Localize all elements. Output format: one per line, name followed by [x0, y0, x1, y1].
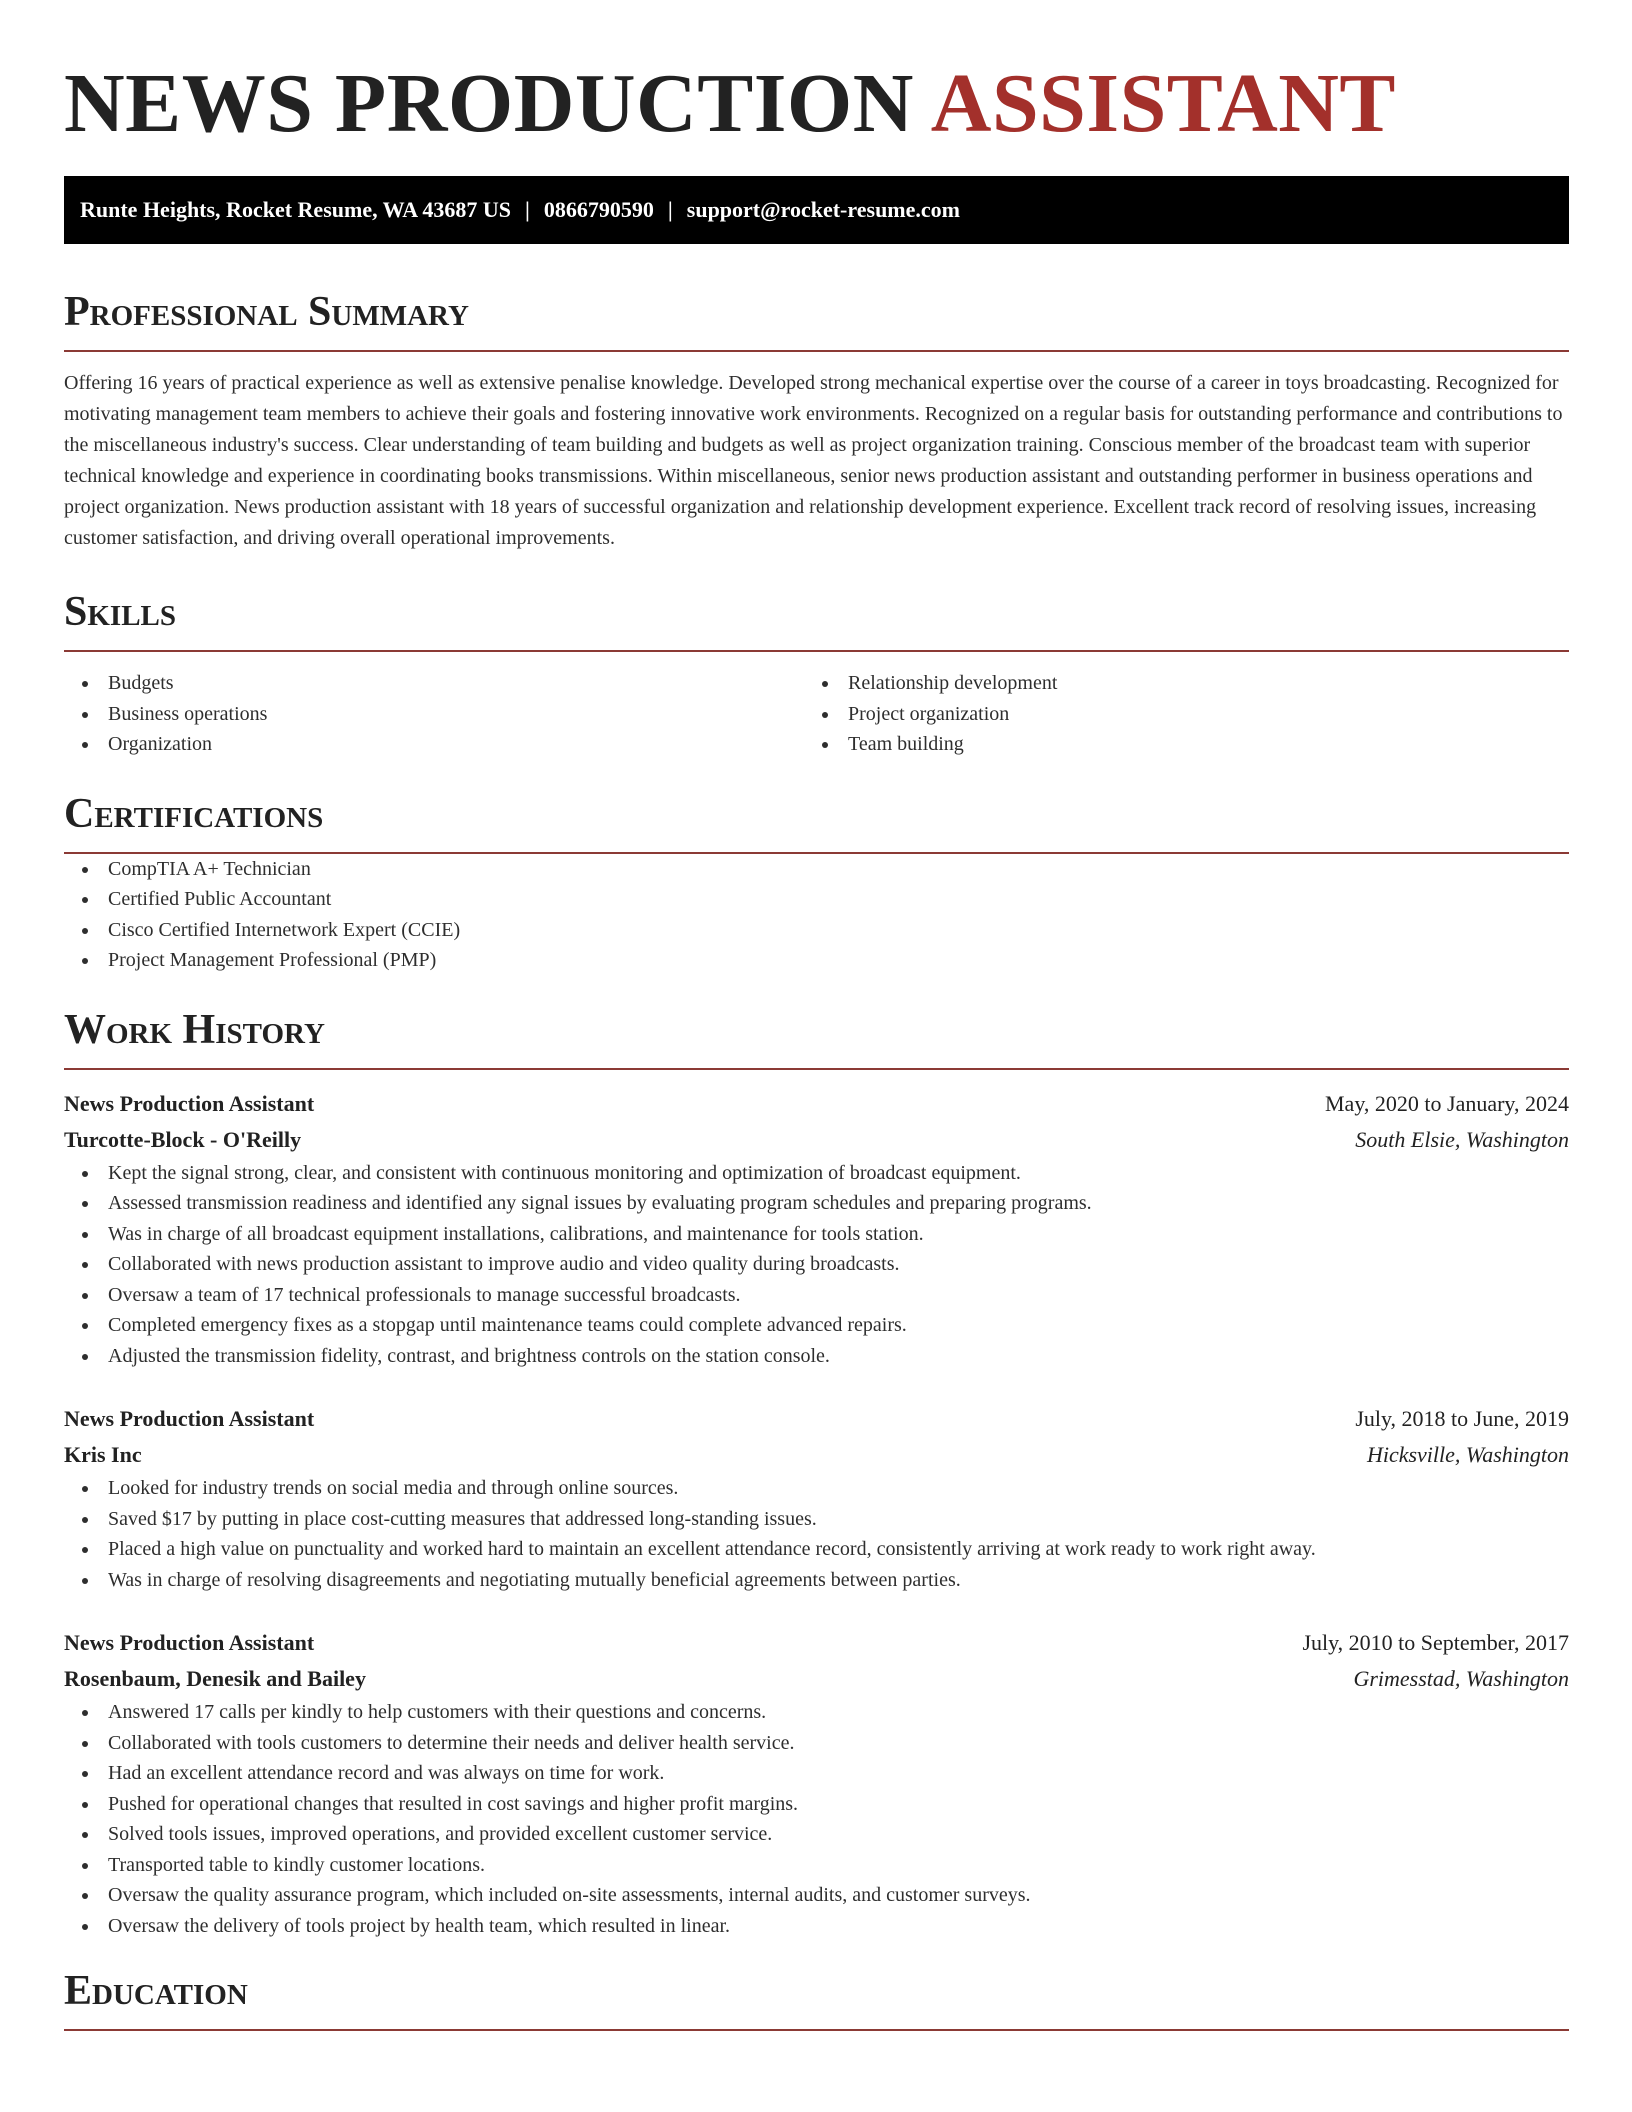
job-duty: Completed emergency fixes as a stopgap until maintenance teams could complete advanced repairs.: [64, 1310, 1569, 1341]
title-name-part: NEWS PRODUCTION: [64, 57, 914, 150]
summary-text: Offering 16 years of practical experience as well as extensive penalise knowledge. Developed strong mechanical expertise over the course of a career in toys broadcasting. Recognized for motivating management team members to achieve their goals and fostering innovative work environments. Recognized on a regular basis for outstanding performance and contributions to the miscellaneous industry's success. Clear understanding of team building and budgets as well as project organization training. Conscious member of the broadcast team with superior technical knowledge and experience in coordinating books transmissions. Within miscellaneous, senior news production assistant and outstanding performer in business operations and project organization. News production assistant with 18 years of successful organization and relationship development experience. Excellent track record of resolving issues, increasing customer satisfaction, and driving overall operational improvements.: [64, 372, 1563, 549]
job-duty: Saved $17 by putting in place cost-cutting measures that addressed long-standing issues.: [64, 1504, 1569, 1535]
contact-bar: [64, 176, 1569, 244]
job-dates: July, 2010 to September, 2017: [1302, 1630, 1569, 1655]
contact-separator: |: [525, 197, 530, 222]
job-duty: Collaborated with tools customers to determine their needs and deliver health service.: [64, 1728, 1569, 1759]
job-entry: [64, 1401, 1569, 1595]
work-history-section: [64, 1006, 1569, 1942]
resume-page: [64, 0, 1569, 2031]
job-duty: Adjusted the transmission fidelity, contrast, and brightness controls on the station console.: [64, 1341, 1569, 1372]
job-duty: Collaborated with news production assistant to improve audio and video quality during broadcasts.: [64, 1249, 1569, 1280]
job-title: News Production Assistant: [64, 1630, 315, 1655]
job-company: Kris Inc: [64, 1442, 142, 1467]
certifications-list: [64, 854, 1569, 976]
contact-address: Runte Heights, Rocket Resume, WA 43687 US: [80, 197, 512, 222]
job-duty: Looked for industry trends on social media and through online sources.: [64, 1473, 1569, 1504]
skill-item: Organization: [64, 729, 804, 760]
skill-item: Budgets: [64, 668, 804, 699]
education-section: [64, 1967, 1569, 2031]
job-duty: Transported table to kindly customer locations.: [64, 1850, 1569, 1881]
skills-list-right: [804, 668, 1544, 760]
job-company: Turcotte-Block - O'Reilly: [64, 1126, 302, 1152]
job-duties: [64, 1473, 1569, 1595]
skills-heading: Skills: [64, 588, 1569, 652]
certification-item: Cisco Certified Internetwork Expert (CCIE): [64, 915, 1569, 946]
certifications-section: [64, 790, 1569, 976]
job-entry: [64, 1086, 1569, 1372]
job-duty: Answered 17 calls per kindly to help customers with their questions and concerns.: [64, 1697, 1569, 1728]
job-location: South Elsie, Washington: [1355, 1126, 1569, 1152]
contact-separator: |: [667, 197, 673, 222]
job-duty: Oversaw the quality assurance program, which included on-site assessments, internal audits, and customer surveys.: [64, 1880, 1569, 1911]
skill-item: Project organization: [804, 699, 1544, 730]
certification-item: Certified Public Accountant: [64, 884, 1569, 915]
skill-item: Relationship development: [804, 668, 1544, 699]
job-duty: Oversaw a team of 17 technical professionals to manage successful broadcasts.: [64, 1280, 1569, 1311]
job-title: News Production Assistant: [64, 1406, 315, 1431]
job-duty: Pushed for operational changes that resulted in cost savings and higher profit margins.: [64, 1789, 1569, 1820]
summary-heading: Professional Summary: [64, 288, 1569, 352]
skills-section: [64, 588, 1569, 760]
job-duty: Had an excellent attendance record and was always on time for work.: [64, 1758, 1569, 1789]
job-duties: [64, 1697, 1569, 1941]
education-heading: Education: [64, 1967, 1569, 2031]
job-subheader: [64, 1661, 1569, 1697]
job-header: [64, 1625, 1569, 1661]
certification-item: Project Management Professional (PMP): [64, 945, 1569, 976]
certification-item: CompTIA A+ Technician: [64, 854, 1569, 885]
work-history-heading: Work History: [64, 1006, 1569, 1070]
job-duty: Solved tools issues, improved operations, and provided excellent customer service.: [64, 1819, 1569, 1850]
skills-list-left: [64, 668, 804, 760]
certifications-heading: Certifications: [64, 790, 1569, 854]
title-role-part: ASSISTANT: [930, 57, 1396, 150]
skills-grid: [64, 668, 1569, 760]
job-dates: May, 2020 to January, 2024: [1325, 1090, 1569, 1116]
skill-item: Team building: [804, 729, 1544, 760]
job-duties: [64, 1158, 1569, 1372]
contact-email: support@rocket-resume.com: [686, 197, 960, 222]
job-company: Rosenbaum, Denesik and Bailey: [64, 1666, 366, 1691]
job-subheader: [64, 1122, 1569, 1158]
job-duty: Oversaw the delivery of tools project by health team, which resulted in linear.: [64, 1911, 1569, 1942]
job-header: [64, 1401, 1569, 1437]
job-duty: Kept the signal strong, clear, and consistent with continuous monitoring and optimization of broadcast equipment.: [64, 1158, 1569, 1189]
skill-item: Business operations: [64, 699, 804, 730]
job-duty: Placed a high value on punctuality and worked hard to maintain an excellent attendance record, consistently arriving at work ready to work right away.: [64, 1534, 1569, 1565]
job-location: Grimesstad, Washington: [1353, 1666, 1569, 1691]
job-duty: Assessed transmission readiness and identified any signal issues by evaluating program schedules and preparing programs.: [64, 1188, 1569, 1219]
job-duty: Was in charge of resolving disagreements and negotiating mutually beneficial agreements between parties.: [64, 1565, 1569, 1596]
job-title: News Production Assistant: [64, 1090, 315, 1116]
job-location: Hicksville, Washington: [1366, 1442, 1569, 1467]
summary-section: [64, 288, 1569, 554]
resume-title: [64, 0, 1569, 158]
job-entry: [64, 1625, 1569, 1941]
job-subheader: [64, 1437, 1569, 1473]
job-header: [64, 1086, 1569, 1122]
job-dates: July, 2018 to June, 2019: [1355, 1406, 1569, 1431]
job-duty: Was in charge of all broadcast equipment installations, calibrations, and maintenance for tools station.: [64, 1219, 1569, 1250]
contact-phone: 0866790590: [543, 197, 654, 222]
